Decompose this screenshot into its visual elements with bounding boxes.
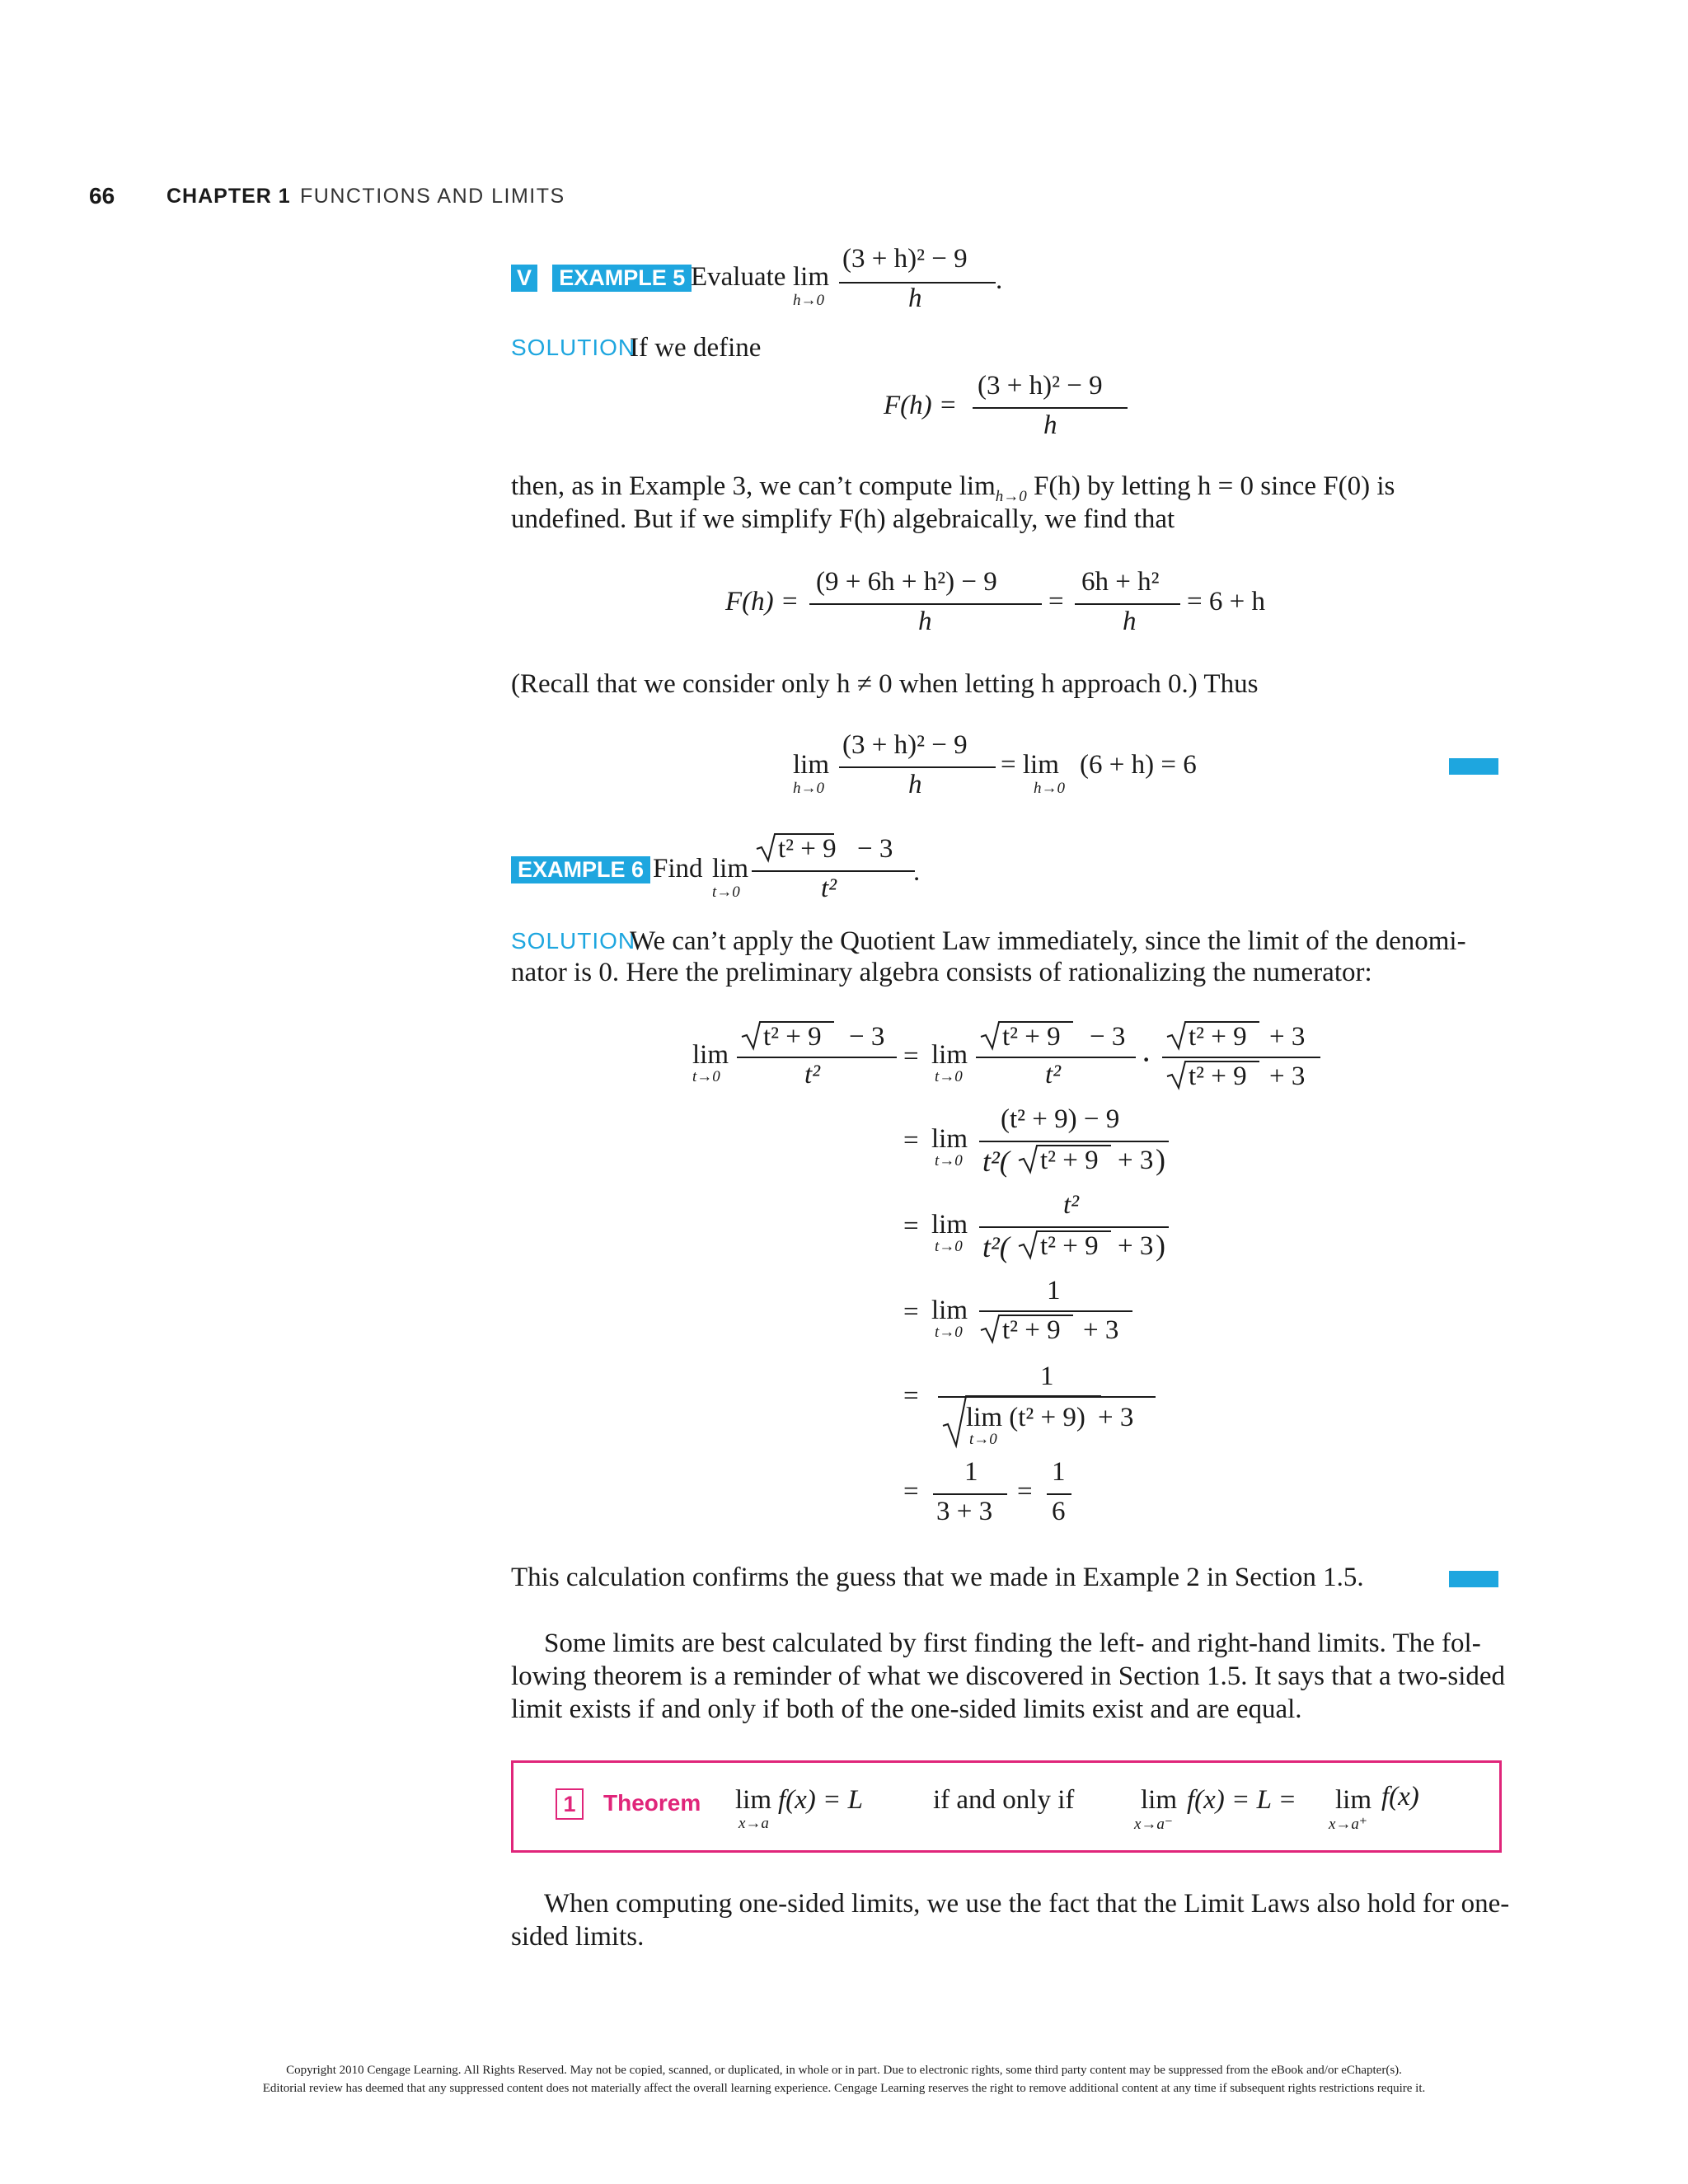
example-5-lim-sub: h→0	[793, 292, 824, 309]
step3-lim: lim	[931, 1210, 968, 1240]
step3-lim-sub: t→0	[935, 1238, 963, 1255]
example-6-lim: lim	[712, 854, 749, 883]
step1-lim: lim	[692, 1040, 729, 1070]
solution-6-line2: nator is 0. Here the preliminary algebra consists of rationalizing the numerator:	[511, 958, 1372, 987]
step3-eq: =	[903, 1212, 919, 1241]
example-5-period: .	[996, 265, 1003, 295]
step6-bar2	[1047, 1493, 1071, 1495]
simplify-bar-1	[809, 603, 1042, 605]
final-lim-sub: h→0	[793, 780, 824, 797]
step1-minus3-2: − 3	[1090, 1022, 1126, 1052]
theorem-label: Theorem	[603, 1790, 701, 1816]
theorem-mid: f(x) = L =	[1187, 1785, 1296, 1815]
example-5-denominator: h	[908, 284, 922, 313]
simplify-lhs: F(h) =	[725, 587, 799, 616]
final-rhs-lim: = lim	[1001, 750, 1059, 780]
example-6-lim-sub: t→0	[712, 883, 740, 901]
step2-eq: =	[903, 1126, 919, 1155]
example-6-heading	[511, 854, 650, 884]
step5-num: 1	[1040, 1361, 1054, 1391]
step1-rad: t² + 9	[763, 1022, 822, 1052]
step2-rad: t² + 9	[1040, 1146, 1099, 1175]
theorem-rhs: f(x)	[1381, 1782, 1419, 1811]
theorem-lhs: f(x) = L	[778, 1785, 863, 1815]
step1-den-2: t²	[1045, 1060, 1062, 1090]
final-denominator: h	[908, 770, 922, 799]
step5-eq: =	[903, 1381, 919, 1411]
page-number: 66	[89, 183, 115, 209]
step3-rad: t² + 9	[1040, 1231, 1099, 1261]
step1-den: t²	[804, 1060, 821, 1090]
example-6-num-tail: − 3	[857, 834, 893, 864]
step1-bar	[737, 1057, 897, 1058]
example-6-bar	[752, 870, 915, 872]
step2-den-a: t²(	[982, 1145, 1010, 1178]
step2-plus3: + 3	[1118, 1146, 1154, 1175]
final-rhs: (6 + h) = 6	[1080, 750, 1197, 780]
example-5-badge: EXAMPLE 5	[552, 265, 692, 292]
step3-num: t²	[1063, 1190, 1080, 1220]
closing-line1: When computing one-sided limits, we use the fact that the Limit Laws also hold for one-	[544, 1889, 1510, 1919]
simplify-rhs: = 6 + h	[1187, 587, 1265, 616]
confirm-line: This calculation confirms the guess that we made in Example 2 in Section 1.5.	[511, 1563, 1364, 1592]
simplify-bar-2	[1075, 603, 1180, 605]
example-6-prompt: Find	[653, 854, 703, 883]
step2-lim: lim	[931, 1124, 968, 1154]
theorem-mid-sub: x→a⁻	[1134, 1816, 1173, 1833]
step1-lim2-sub: t→0	[935, 1068, 963, 1085]
body-para-line2: lowing theorem is a reminder of what we discovered in Section 1.5. It says that a two-sided	[511, 1661, 1506, 1691]
step5-plus3: + 3	[1098, 1403, 1134, 1432]
solution-5-intro: If we define	[630, 333, 762, 363]
theorem-number: 1	[556, 1788, 584, 1820]
v-badge: V	[511, 265, 537, 292]
final-numerator: (3 + h)² − 9	[842, 730, 968, 760]
para-line1-a: then, as in Example 3, we can’t compute lim	[511, 471, 996, 501]
simplify-den-2: h	[1123, 607, 1137, 636]
theorem-rhs-lim: lim	[1335, 1785, 1372, 1815]
solution-5-para-line2: undefined. But if we simplify F(h) algebraically, we find that	[511, 504, 1175, 534]
solution-6-line1: We can’t apply the Quotient Law immediately, since the limit of the denomi-	[630, 926, 1466, 956]
step5-inner: lim (t² + 9)	[966, 1403, 1085, 1432]
para-line1-sub: h→0	[995, 488, 1027, 505]
step4-rad: t² + 9	[1002, 1315, 1061, 1345]
para-line1-b: F(h) by letting h = 0 since F(0) is	[1026, 471, 1395, 501]
theorem-lhs-lim: lim	[735, 1785, 772, 1815]
copyright-line-1: Copyright 2010 Cengage Learning. All Rights Reserved. May not be copied, scanned, or duplicated, in whole or in part. Due to electronic rights, some third party content may be suppressed from the eBook and/or eChapter(s).	[286, 2064, 1402, 2077]
step6-num1: 1	[964, 1457, 978, 1487]
body-para-line3: limit exists if and only if both of the one-sided limits exist and are equal.	[511, 1694, 1302, 1724]
end-of-example-5-marker	[1449, 758, 1498, 775]
step1-minus3: − 3	[849, 1022, 885, 1052]
step3-den-a: t²(	[982, 1230, 1010, 1263]
solution-5-label: SOLUTION	[511, 335, 636, 360]
theorem-lhs-sub: x→a	[738, 1815, 769, 1832]
step4-plus3: + 3	[1083, 1315, 1119, 1345]
step6-den2: 6	[1052, 1497, 1066, 1526]
final-lim: lim	[793, 750, 830, 780]
step2-den-c: )	[1156, 1143, 1165, 1176]
definition-numerator: (3 + h)² − 9	[978, 371, 1103, 401]
simplify-den-1: h	[918, 607, 932, 636]
example-6-period: .	[913, 857, 921, 887]
solution-5-para-line1	[511, 471, 1395, 505]
example-5-prompt: Evaluate	[691, 262, 786, 292]
simplify-num-1: (9 + 6h + h²) − 9	[816, 567, 997, 597]
simplify-num-2: 6h + h²	[1081, 567, 1160, 597]
step3-plus3: + 3	[1118, 1231, 1154, 1261]
step6-bar1	[933, 1493, 1007, 1495]
step1-plus3-2: + 3	[1269, 1062, 1306, 1091]
theorem-rhs-sub: x→a⁺	[1329, 1816, 1367, 1833]
step1-lim-sub: t→0	[692, 1068, 720, 1085]
step1-dot: ·	[1141, 1041, 1152, 1078]
step1-bar-2	[976, 1057, 1136, 1058]
step6-eq2: =	[1017, 1477, 1033, 1507]
definition-lhs: F(h) =	[884, 391, 958, 420]
chapter-title: FUNCTIONS AND LIMITS	[300, 185, 565, 208]
example-6-rad: t² + 9	[778, 834, 837, 864]
example-6-denominator: t²	[821, 874, 837, 903]
step1-plus3: + 3	[1269, 1022, 1306, 1052]
example-5-lim: lim	[793, 262, 830, 292]
example-5-numerator: (3 + h)² − 9	[842, 244, 968, 274]
step6-den1: 3 + 3	[936, 1497, 993, 1526]
step4-eq: =	[903, 1297, 919, 1327]
step1-lim2: lim	[931, 1040, 968, 1070]
example-5-heading	[511, 262, 692, 293]
step1-rad-2: t² + 9	[1002, 1022, 1061, 1052]
recall-line: (Recall that we consider only h ≠ 0 when letting h approach 0.) Thus	[511, 669, 1259, 699]
end-of-example-6-marker	[1449, 1571, 1498, 1587]
step6-eq: =	[903, 1477, 919, 1507]
step1-rad-4: t² + 9	[1189, 1062, 1247, 1091]
theorem-iff: if and only if	[933, 1785, 1075, 1815]
body-para-line1: Some limits are best calculated by first finding the left- and right-hand limits. The fol-	[544, 1629, 1481, 1658]
chapter-label: CHAPTER 1	[166, 185, 291, 208]
step5-inner-sub: t→0	[969, 1431, 997, 1448]
example-6-badge: EXAMPLE 6	[511, 856, 650, 883]
final-rhs-sub: h→0	[1034, 780, 1065, 797]
step2-num: (t² + 9) − 9	[1001, 1104, 1120, 1134]
step4-lim: lim	[931, 1296, 968, 1325]
final-fraction-bar	[839, 766, 996, 768]
theorem-mid-lim: lim	[1141, 1785, 1178, 1815]
step6-num2: 1	[1052, 1457, 1066, 1487]
definition-fraction-bar	[973, 407, 1128, 409]
closing-line2: sided limits.	[511, 1922, 645, 1952]
step3-den-c: )	[1156, 1229, 1165, 1262]
step1-rad-3: t² + 9	[1189, 1022, 1247, 1052]
step1-eq: =	[903, 1042, 919, 1071]
step4-lim-sub: t→0	[935, 1324, 963, 1341]
solution-6-label: SOLUTION	[511, 928, 636, 954]
simplify-eq: =	[1048, 587, 1064, 616]
step2-lim-sub: t→0	[935, 1152, 963, 1169]
copyright-line-2: Editorial review has deemed that any suppressed content does not materially affect the overall learning experience. Cengage Learning reserves the right to remove additional content at any time if subsequent rights restrictions require it.	[262, 2082, 1426, 2095]
step4-num: 1	[1047, 1276, 1061, 1305]
definition-denominator: h	[1043, 410, 1057, 440]
